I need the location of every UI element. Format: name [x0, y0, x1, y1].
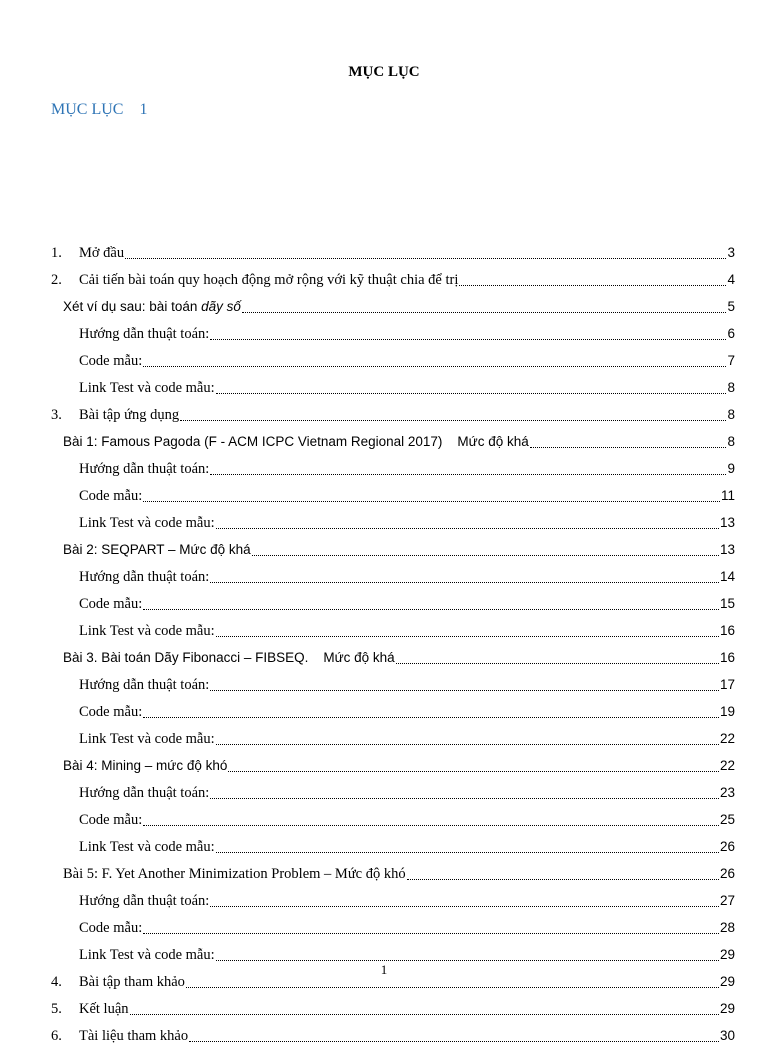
toc-entry-title-text: Bài tập tham khảo	[79, 974, 185, 990]
toc-entry-page: 25	[719, 812, 735, 827]
toc-entry-title-text: Link Test và code mẫu:	[79, 947, 215, 963]
toc-entry-title	[63, 541, 251, 559]
toc-dot-leader	[407, 879, 719, 880]
toc-entry[interactable]	[0, 834, 768, 856]
toc-entry-title	[79, 811, 142, 829]
toc-entry-title	[63, 865, 406, 883]
toc-entry-title-text: Hướng dẫn thuật toán:	[79, 677, 210, 693]
toc-entry-title	[63, 757, 227, 775]
toc-entry-page: 22	[719, 758, 735, 773]
toc-entry[interactable]	[0, 321, 768, 343]
toc-entry-page: 30	[719, 1028, 735, 1043]
toc-dot-leader	[396, 663, 719, 664]
toc-dot-leader	[125, 258, 726, 259]
toc-entry-title-text: Link Test và code mẫu:	[79, 731, 215, 747]
toc-entry[interactable]	[0, 294, 768, 316]
toc-entry-title	[63, 649, 395, 667]
toc-entry-title	[79, 676, 209, 694]
toc-entry[interactable]	[0, 375, 768, 397]
toc-entry[interactable]	[0, 861, 768, 883]
toc-entry[interactable]	[0, 510, 768, 532]
toc-entry-title	[79, 568, 209, 586]
toc-entry-page: 22	[719, 731, 735, 746]
toc-entry-title-text: Link Test và code mẫu:	[79, 623, 215, 639]
toc-dot-leader	[143, 717, 719, 718]
toc-entry[interactable]	[0, 915, 768, 937]
toc-dot-leader	[143, 366, 726, 367]
toc-dot-leader	[459, 285, 726, 286]
toc-dot-leader	[216, 393, 727, 394]
toc-entry-page: 29	[719, 947, 735, 962]
toc-entry-title-text: Code mẫu:	[79, 596, 143, 612]
toc-entry-page: 6	[727, 326, 735, 341]
page-title: MỤC LỤC	[348, 64, 420, 80]
toc-entry-title-text: Hướng dẫn thuật toán:	[79, 461, 210, 477]
toc-entry-title	[79, 622, 215, 640]
toc-entry-page: 17	[719, 677, 735, 692]
toc-entry-number: 2.	[51, 272, 62, 288]
toc-dot-leader	[180, 420, 726, 421]
toc-entry-page: 13	[719, 542, 735, 557]
toc-entry-page: 13	[719, 515, 735, 530]
toc-entry[interactable]	[0, 672, 768, 694]
toc-entry-page: 8	[727, 434, 735, 449]
toc-entry-page: 3	[727, 245, 735, 260]
toc-dot-leader	[143, 609, 719, 610]
toc-entry-page: 19	[719, 704, 735, 719]
toc-entry-title-text: Mở đầu	[79, 245, 125, 261]
toc-entry-title	[79, 595, 142, 613]
toc-heading[interactable]	[51, 101, 147, 119]
toc-entry-title-text: Hướng dẫn thuật toán:	[79, 785, 210, 801]
toc-entry-page: 29	[719, 1001, 735, 1016]
toc-entry-number: 5.	[51, 1001, 62, 1017]
toc-dot-leader	[216, 636, 719, 637]
toc-entry-title-text: Link Test và code mẫu:	[79, 839, 215, 855]
toc-entry-page: 28	[719, 920, 735, 935]
toc-entry-title-text: Cải tiến bài toán quy hoạch động mở rộng với kỹ thuật chia để trị	[79, 272, 459, 288]
toc-entry-page: 26	[719, 839, 735, 854]
toc-entry-page: 27	[719, 893, 735, 908]
toc-entry-page: 8	[727, 407, 735, 422]
toc-dot-leader	[210, 582, 719, 583]
toc-entry-page: 16	[719, 650, 735, 665]
toc-dot-leader	[143, 933, 719, 934]
toc-dot-leader	[216, 528, 719, 529]
toc-dot-leader	[252, 555, 719, 556]
toc-entry-title-text: Xét ví dụ sau: bài toán	[63, 299, 202, 314]
toc-entry-title	[63, 433, 529, 451]
toc-entry[interactable]	[0, 402, 768, 424]
toc-dot-leader	[216, 960, 719, 961]
toc-dot-leader	[186, 987, 719, 988]
toc-entry-title-text: Bài tập ứng dụng	[79, 407, 180, 423]
toc-entry[interactable]	[0, 537, 768, 559]
toc-entry-title-text: Bài 1: Famous Pagoda (F - ACM ICPC Vietnam Regional 2017) Mức độ khá	[63, 434, 529, 449]
toc-entry-page: 26	[719, 866, 735, 881]
toc-dot-leader	[242, 312, 727, 313]
toc-entry-title	[79, 514, 215, 532]
toc-entry[interactable]	[0, 645, 768, 667]
toc-dot-leader	[130, 1014, 719, 1015]
toc-entry[interactable]	[0, 699, 768, 721]
toc-entry[interactable]	[0, 780, 768, 802]
toc-entry[interactable]	[0, 456, 768, 478]
toc-entry-title-text: Link Test và code mẫu:	[79, 380, 215, 396]
toc-entry-title-text: Code mẫu:	[79, 704, 143, 720]
toc-dot-leader	[189, 1041, 719, 1042]
toc-entry[interactable]	[0, 591, 768, 613]
toc-entry-title	[63, 298, 241, 316]
toc-entry-page: 9	[727, 461, 735, 476]
toc-entry-page: 16	[719, 623, 735, 638]
toc-entry-page: 14	[719, 569, 735, 584]
toc-entry-title-text: Link Test và code mẫu:	[79, 515, 215, 531]
toc-entry-title-text: Code mẫu:	[79, 353, 143, 369]
toc-entry-title	[79, 487, 142, 505]
toc-entry-title	[79, 325, 209, 343]
toc-entry-title	[79, 919, 142, 937]
toc-entry-page: 23	[719, 785, 735, 800]
toc-entry-title	[79, 460, 209, 478]
toc-entry-title-text: Bài 2: SEQPART – Mức độ khá	[63, 542, 251, 557]
toc-entry-title-italic: dãy số	[201, 299, 241, 314]
toc-dot-leader	[210, 339, 726, 340]
toc-entry-page: 4	[727, 272, 735, 287]
toc-entry-title-text: Hướng dẫn thuật toán:	[79, 326, 210, 342]
toc-dot-leader	[143, 825, 719, 826]
toc-entry-page: 29	[719, 974, 735, 989]
toc-entry-title	[79, 730, 215, 748]
toc-entry-title	[79, 271, 458, 289]
toc-entry[interactable]	[0, 888, 768, 910]
toc-entry[interactable]	[0, 564, 768, 586]
toc-dot-leader	[143, 501, 720, 502]
toc-dot-leader	[210, 798, 719, 799]
toc-entry[interactable]	[0, 348, 768, 370]
toc-entry-number: 4.	[51, 974, 62, 990]
toc-dot-leader	[530, 447, 727, 448]
toc-entry-title	[79, 784, 209, 802]
toc-entry-number: 1.	[51, 245, 62, 261]
toc-entry-title-text: Code mẫu:	[79, 488, 143, 504]
page-number: 1	[380, 962, 388, 977]
toc-entry-page: 8	[727, 380, 735, 395]
toc-dot-leader	[210, 690, 719, 691]
toc-entry-number: 6.	[51, 1028, 62, 1044]
toc-entry-page: 15	[719, 596, 735, 611]
toc-heading-label: MỤC LỤC	[51, 101, 124, 118]
toc-entry-title	[79, 838, 215, 856]
toc-entry-number: 3.	[51, 407, 62, 423]
toc-dot-leader	[216, 852, 719, 853]
toc-entry-title	[79, 379, 215, 397]
toc-entry-title-text: Code mẫu:	[79, 920, 143, 936]
toc-entry-title-text: Hướng dẫn thuật toán:	[79, 569, 210, 585]
toc-entry-title	[79, 703, 142, 721]
toc-entry[interactable]	[0, 726, 768, 748]
toc-heading-page: 1	[139, 101, 148, 118]
toc-dot-leader	[228, 771, 719, 772]
toc-entry-page: 11	[720, 488, 735, 503]
toc-entry[interactable]	[0, 942, 768, 964]
toc-entry-title-text: Tài liệu tham khảo	[79, 1028, 189, 1044]
toc-entry-title-text: Bài 3. Bài toán Dãy Fibonacci – FIBSEQ. Mức độ khá	[63, 650, 395, 665]
toc-dot-leader	[210, 474, 726, 475]
toc-entry-title-text: Hướng dẫn thuật toán:	[79, 893, 210, 909]
toc-dot-leader	[216, 744, 719, 745]
toc-entry-page: 7	[727, 353, 735, 368]
toc-entry[interactable]	[0, 267, 768, 289]
toc-entry[interactable]	[0, 483, 768, 505]
toc-entry[interactable]	[0, 807, 768, 829]
toc-entry-title-text: Bài 5: F. Yet Another Minimization Problem – Mức độ khó	[63, 866, 406, 882]
toc-entry-title	[79, 244, 124, 262]
toc-entry[interactable]	[0, 618, 768, 640]
toc-entry[interactable]	[0, 429, 768, 451]
toc-entry[interactable]	[0, 753, 768, 775]
toc-entry-title	[79, 352, 142, 370]
toc-entry[interactable]	[0, 1023, 768, 1045]
toc-entry-title-text: Code mẫu:	[79, 812, 143, 828]
toc-entry-page: 5	[727, 299, 735, 314]
toc-entry[interactable]	[0, 240, 768, 262]
toc-entry-title-text: Kết luận	[79, 1001, 129, 1017]
toc-entry-title	[79, 1000, 129, 1018]
toc-entry-title	[79, 892, 209, 910]
toc-entry-title	[79, 406, 179, 424]
toc-dot-leader	[210, 906, 719, 907]
toc-entry-title-text: Bài 4: Mining – mức độ khó	[63, 758, 228, 773]
toc-entry[interactable]	[0, 996, 768, 1018]
toc-entry-title	[79, 1027, 188, 1045]
